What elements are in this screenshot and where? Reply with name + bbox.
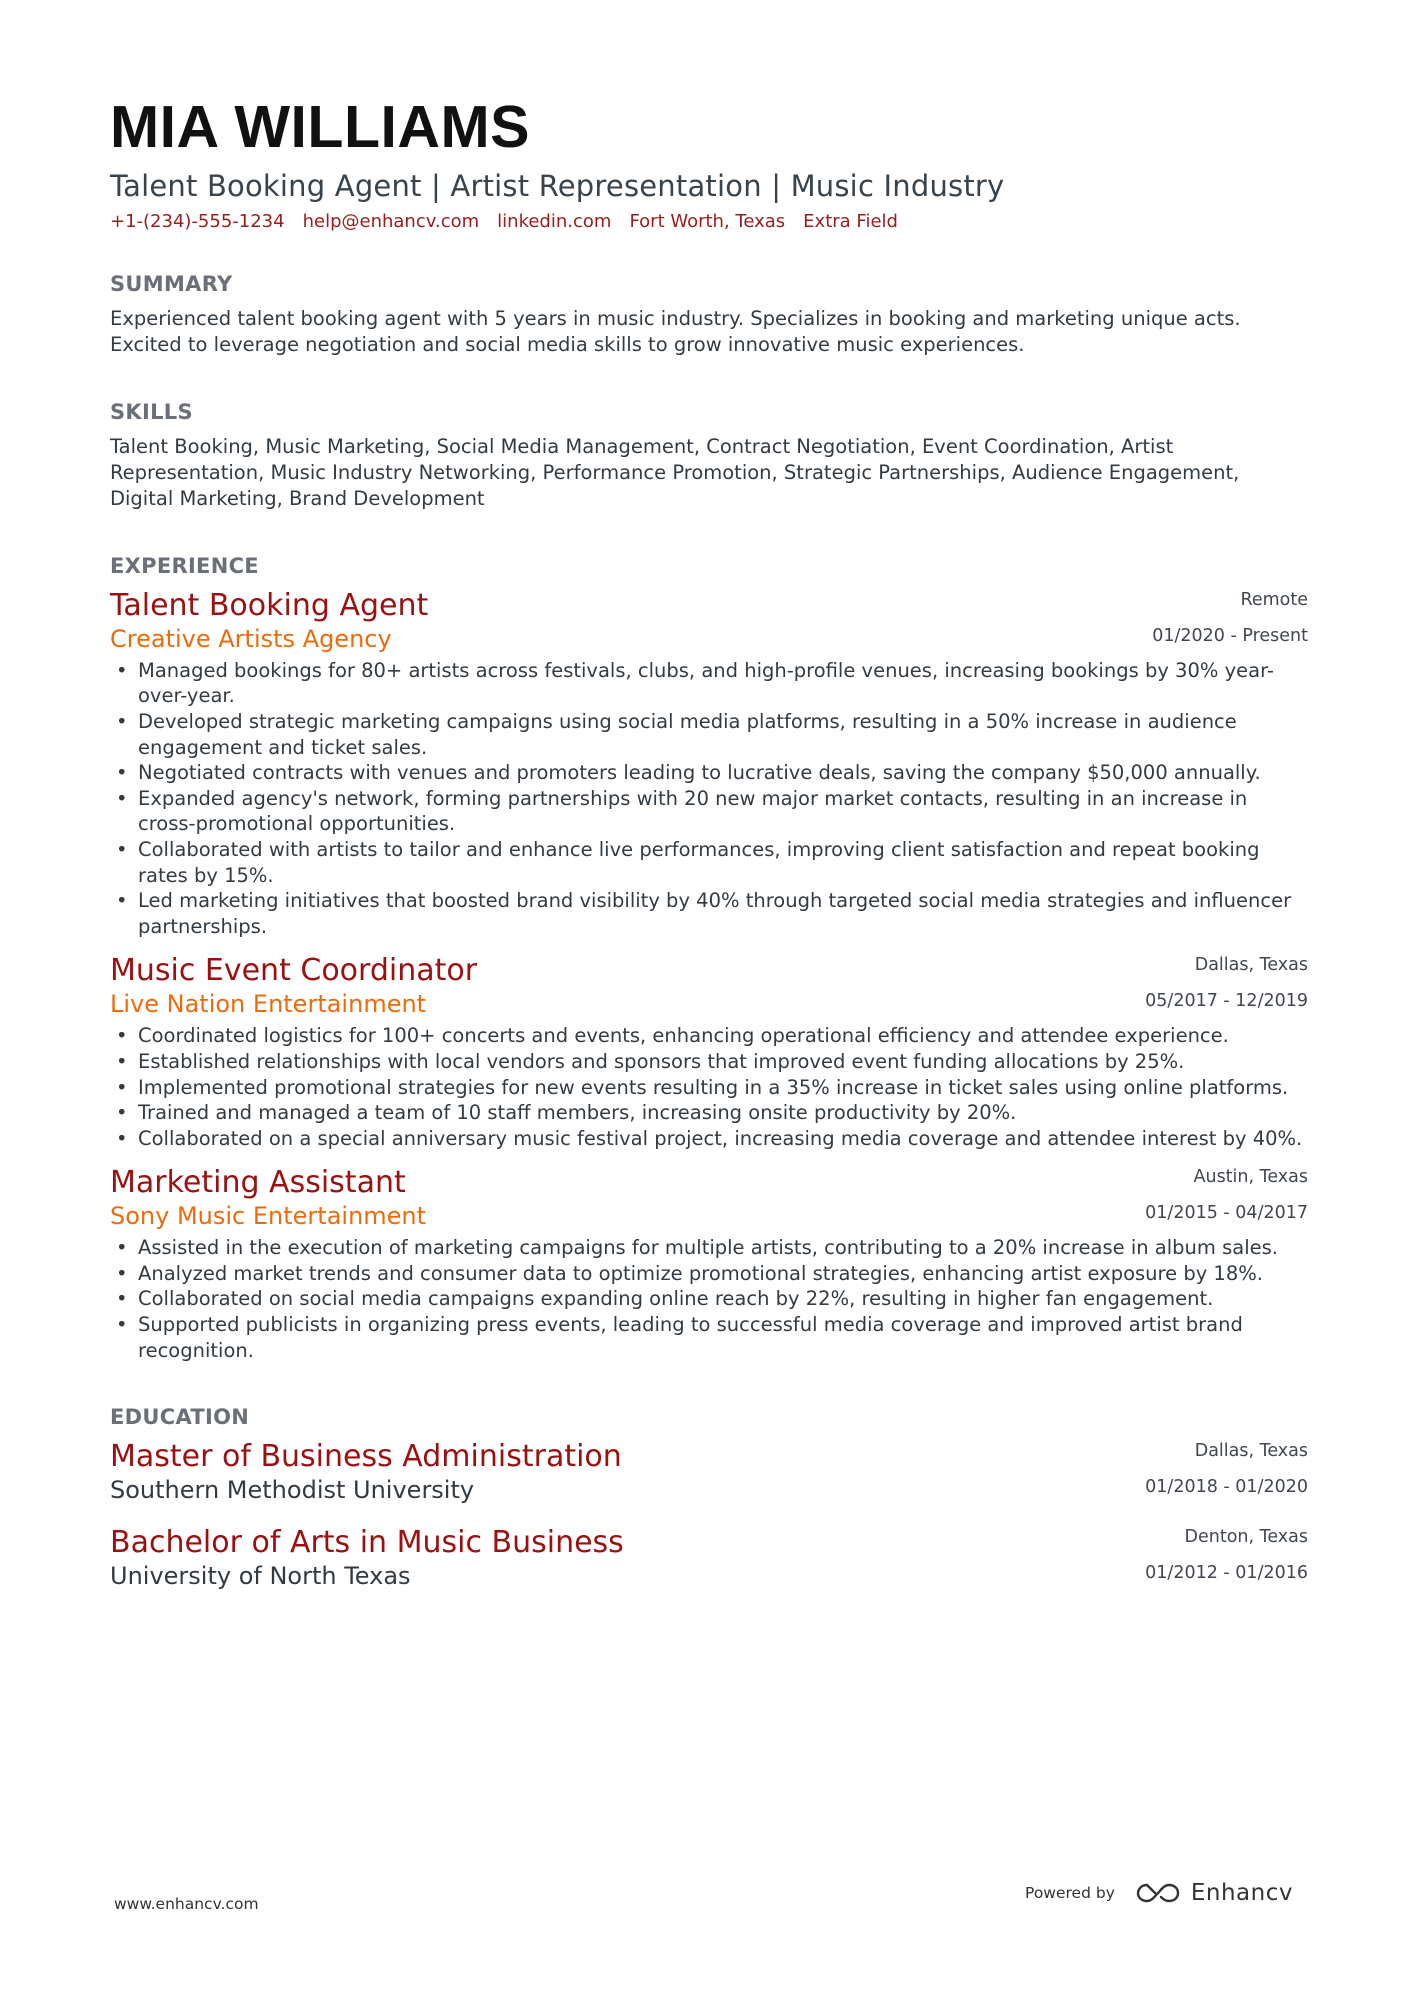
company-name: Live Nation Entertainment bbox=[110, 990, 427, 1019]
education-dates: 01/2012 - 01/2016 bbox=[1145, 1563, 1308, 1584]
contact-extra-field: Extra Field bbox=[803, 210, 898, 232]
achievement-bullet: • Analyzed market trends and consumer data to optimize promotional strategies, enhancing artist exposure by 18%. bbox=[110, 1261, 1308, 1287]
job-location: Dallas, Texas bbox=[1194, 955, 1308, 976]
job-title: Marketing Assistant bbox=[110, 1165, 406, 1201]
achievement-list bbox=[110, 1023, 1308, 1151]
degree-title: Master of Business Administration bbox=[110, 1439, 622, 1475]
contact-location: Fort Worth, Texas bbox=[629, 210, 786, 232]
contact-bar bbox=[110, 211, 1308, 232]
education-dates: 01/2018 - 01/2020 bbox=[1145, 1477, 1308, 1498]
summary-text: Experienced talent booking agent with 5 years in music industry. Specializes in booking and marketing unique acts. Excited to leverage negotiation and social media skills to grow innovative music experiences. bbox=[110, 306, 1241, 356]
achievement-bullet: • Collaborated on social media campaigns expanding online reach by 22%, resulting in higher fan engagement. bbox=[110, 1286, 1308, 1312]
achievement-bullet: • Led marketing initiatives that boosted brand visibility by 40% through targeted social media strategies and influencer partnerships. bbox=[110, 888, 1308, 939]
achievement-bullet: • Implemented promotional strategies for new events resulting in a 35% increase in ticket sales using online platforms. bbox=[110, 1075, 1308, 1101]
education-location: Denton, Texas bbox=[1184, 1527, 1308, 1548]
resume-page bbox=[110, 94, 1308, 1591]
contact-email[interactable]: help@enhancv.com bbox=[302, 210, 480, 232]
section-heading: EXPERIENCE bbox=[110, 553, 259, 578]
achievement-bullet: • Trained and managed a team of 10 staff members, increasing onsite productivity by 20%. bbox=[110, 1100, 1308, 1126]
candidate-name: MIA WILLIAMS bbox=[110, 94, 531, 160]
achievement-list bbox=[110, 1235, 1308, 1363]
school-name: University of North Texas bbox=[110, 1562, 411, 1591]
company-name: Creative Artists Agency bbox=[110, 624, 392, 653]
achievement-bullet: • Managed bookings for 80+ artists across festivals, clubs, and high-profile venues, increasing bookings by 30% year-over-year. bbox=[110, 658, 1308, 709]
achievement-bullet: • Coordinated logistics for 100+ concerts and events, enhancing operational efficiency and attendee experience. bbox=[110, 1023, 1308, 1049]
powered-by-label: Powered by bbox=[1025, 1884, 1115, 1902]
achievement-bullet: • Developed strategic marketing campaigns using social media platforms, resulting in a 50% increase in audience engagement and ticket sales. bbox=[110, 709, 1308, 760]
skills-section bbox=[110, 400, 1308, 512]
experience-entry bbox=[110, 588, 1308, 940]
footer-branding bbox=[1025, 1880, 1293, 1906]
achievement-bullet: • Negotiated contracts with venues and promoters leading to lucrative deals, saving the company $50,000 annually. bbox=[110, 760, 1308, 786]
job-dates: 01/2020 - Present bbox=[1152, 625, 1308, 646]
enhancv-brand[interactable] bbox=[1135, 1880, 1293, 1906]
section-heading: SUMMARY bbox=[110, 271, 233, 296]
degree-title: Bachelor of Arts in Music Business bbox=[110, 1525, 624, 1561]
achievement-bullet: • Collaborated with artists to tailor and enhance live performances, improving client satisfaction and repeat booking rates by 15%. bbox=[110, 837, 1308, 888]
achievement-list bbox=[110, 658, 1308, 940]
experience-entry bbox=[110, 1165, 1308, 1363]
achievement-bullet: • Established relationships with local vendors and sponsors that improved event funding allocations by 25%. bbox=[110, 1049, 1308, 1075]
section-heading: SKILLS bbox=[110, 399, 193, 424]
job-dates: 01/2015 - 04/2017 bbox=[1145, 1203, 1308, 1224]
achievement-bullet: • Collaborated on a special anniversary music festival project, increasing media coverage and attendee interest by 40%. bbox=[110, 1126, 1308, 1152]
contact-linkedin[interactable]: linkedin.com bbox=[497, 210, 612, 232]
achievement-bullet: • Assisted in the execution of marketing campaigns for multiple artists, contributing to a 20% increase in album sales. bbox=[110, 1235, 1308, 1261]
achievement-bullet: • Supported publicists in organizing press events, leading to successful media coverage and improved artist brand recognition. bbox=[110, 1312, 1308, 1363]
experience-entry bbox=[110, 953, 1308, 1151]
contact-phone[interactable]: +1-(234)-555-1234 bbox=[110, 210, 285, 232]
achievement-bullet: • Expanded agency's network, forming partnerships with 20 new major market contacts, resulting in an increase in cross-promotional opportunities. bbox=[110, 786, 1308, 837]
job-title: Talent Booking Agent bbox=[110, 587, 429, 623]
section-heading: EDUCATION bbox=[110, 1405, 250, 1430]
education-section bbox=[110, 1405, 1308, 1591]
company-name: Sony Music Entertainment bbox=[110, 1202, 427, 1231]
candidate-headline: Talent Booking Agent | Artist Representation | Music Industry bbox=[110, 169, 1005, 203]
job-location: Remote bbox=[1240, 589, 1308, 610]
enhancv-logo-icon bbox=[1135, 1881, 1181, 1905]
experience-section bbox=[110, 554, 1308, 1363]
job-location: Austin, Texas bbox=[1193, 1167, 1308, 1188]
brand-name: Enhancv bbox=[1190, 1880, 1293, 1906]
summary-section bbox=[110, 272, 1308, 358]
school-name: Southern Methodist University bbox=[110, 1476, 475, 1505]
job-title: Music Event Coordinator bbox=[110, 953, 478, 989]
footer-website-link[interactable]: www.enhancv.com bbox=[114, 1895, 259, 1913]
job-dates: 05/2017 - 12/2019 bbox=[1145, 991, 1308, 1012]
education-location: Dallas, Texas bbox=[1194, 1441, 1308, 1462]
education-entry bbox=[110, 1439, 1308, 1505]
education-entry bbox=[110, 1525, 1308, 1591]
skills-text: Talent Booking, Music Marketing, Social Media Management, Contract Negotiation, Event Coordination, Artist Representation, Music Industry Networking, Performance Promotion, Strategic Partnerships, Audience Engagement, Digital Marketing, Brand Development bbox=[110, 434, 1240, 510]
